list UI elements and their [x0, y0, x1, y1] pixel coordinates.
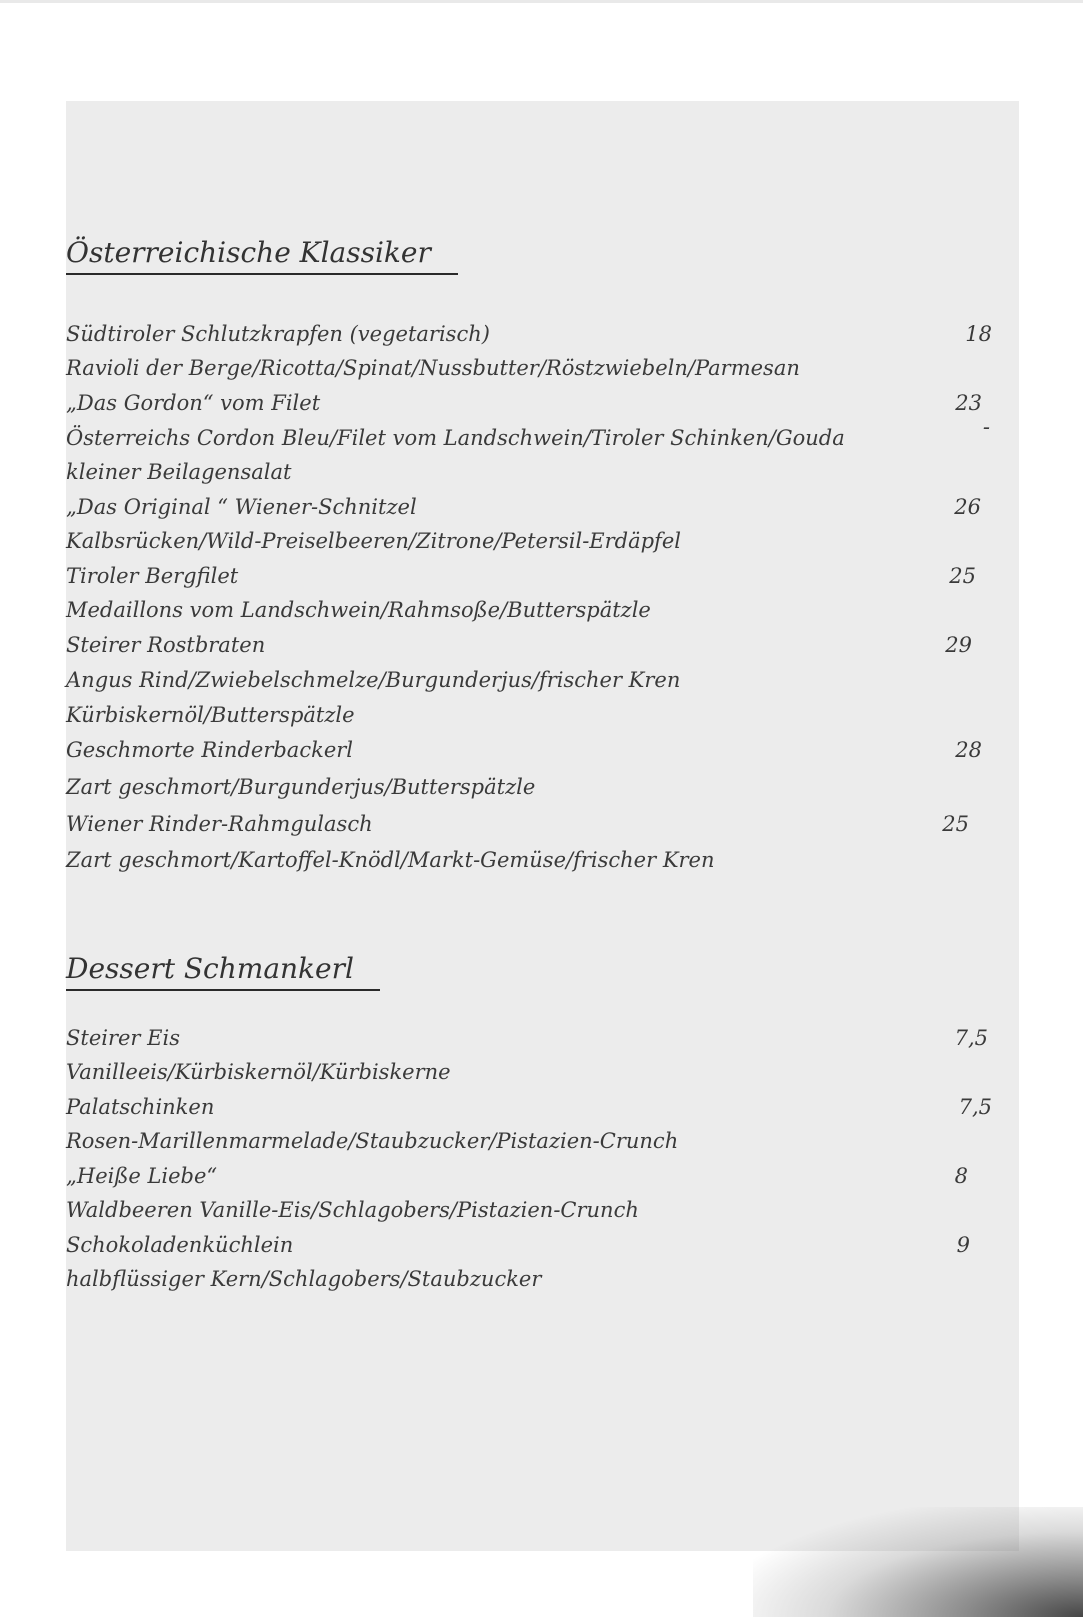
- menu-item-price: 9: [956, 1233, 970, 1257]
- menu-item-description: Österreichs Cordon Bleu/Filet vom Landschwein/Tiroler Schinken/Gouda: [66, 426, 845, 450]
- menu-item-description: Waldbeeren Vanille-Eis/Schlagobers/Pistazien-Crunch: [66, 1198, 639, 1222]
- menu-item-name: Steirer Rostbraten: [66, 633, 266, 657]
- menu-item-price: 23: [955, 391, 982, 415]
- menu-item-name: „Heiße Liebe“: [66, 1164, 218, 1188]
- menu-item-price: 18: [965, 322, 992, 346]
- menu-item-description: Kalbsrücken/Wild-Preiselbeeren/Zitrone/Petersil-Erdäpfel: [66, 529, 681, 553]
- section-title-klassiker: Österreichische Klassiker: [66, 236, 431, 269]
- menu-item-description: Rosen-Marillenmarmelade/Staubzucker/Pistazien-Crunch: [66, 1129, 679, 1153]
- section-title-dessert: Dessert Schmankerl: [66, 952, 354, 985]
- menu-item-name: „Das Original “ Wiener-Schnitzel: [66, 495, 417, 519]
- menu-item-description: Angus Rind/Zwiebelschmelze/Burgunderjus/frischer Kren: [66, 668, 681, 692]
- menu-item-price: 29: [945, 633, 972, 657]
- menu-item-description: halbflüssiger Kern/Schlagobers/Staubzucker: [66, 1267, 542, 1291]
- menu-item-description: Zart geschmort/Burgunderjus/Butterspätzle: [66, 775, 536, 799]
- menu-item-price: 25: [942, 812, 969, 836]
- menu-item-name: Tiroler Bergfilet: [66, 564, 239, 588]
- top-edge: [0, 0, 1083, 3]
- menu-item-description: Ravioli der Berge/Ricotta/Spinat/Nussbutter/Röstzwiebeln/Parmesan: [66, 356, 800, 380]
- menu-item-name: Wiener Rinder-Rahmgulasch: [66, 812, 373, 836]
- menu-item-price: 25: [949, 564, 976, 588]
- menu-item-description: Vanilleeis/Kürbiskernöl/Kürbiskerne: [66, 1060, 451, 1084]
- menu-item-name: Geschmorte Rinderbackerl: [66, 738, 353, 762]
- menu-page: [66, 101, 1019, 1551]
- menu-item-price: 28: [955, 738, 982, 762]
- menu-item-price: 7,5: [958, 1095, 992, 1119]
- menu-item-price: 7,5: [954, 1026, 988, 1050]
- menu-item-description: kleiner Beilagensalat: [66, 460, 292, 484]
- stray-mark: -: [982, 415, 990, 439]
- section-underline: [66, 989, 380, 991]
- menu-item-name: „Das Gordon“ vom Filet: [66, 391, 321, 415]
- menu-item-description: Medaillons vom Landschwein/Rahmsoße/Butterspätzle: [66, 598, 651, 622]
- menu-item-description: Zart geschmort/Kartoffel-Knödl/Markt-Gemüse/frischer Kren: [66, 848, 715, 872]
- menu-item-name: Südtiroler Schlutzkrapfen (vegetarisch): [66, 322, 490, 346]
- menu-item-description: Kürbiskernöl/Butterspätzle: [66, 703, 355, 727]
- menu-item-name: Schokoladenküchlein: [66, 1233, 294, 1257]
- menu-item-price: 26: [954, 495, 981, 519]
- section-underline: [66, 273, 458, 275]
- menu-item-name: Steirer Eis: [66, 1026, 180, 1050]
- menu-item-price: 8: [954, 1164, 968, 1188]
- menu-item-name: Palatschinken: [66, 1095, 215, 1119]
